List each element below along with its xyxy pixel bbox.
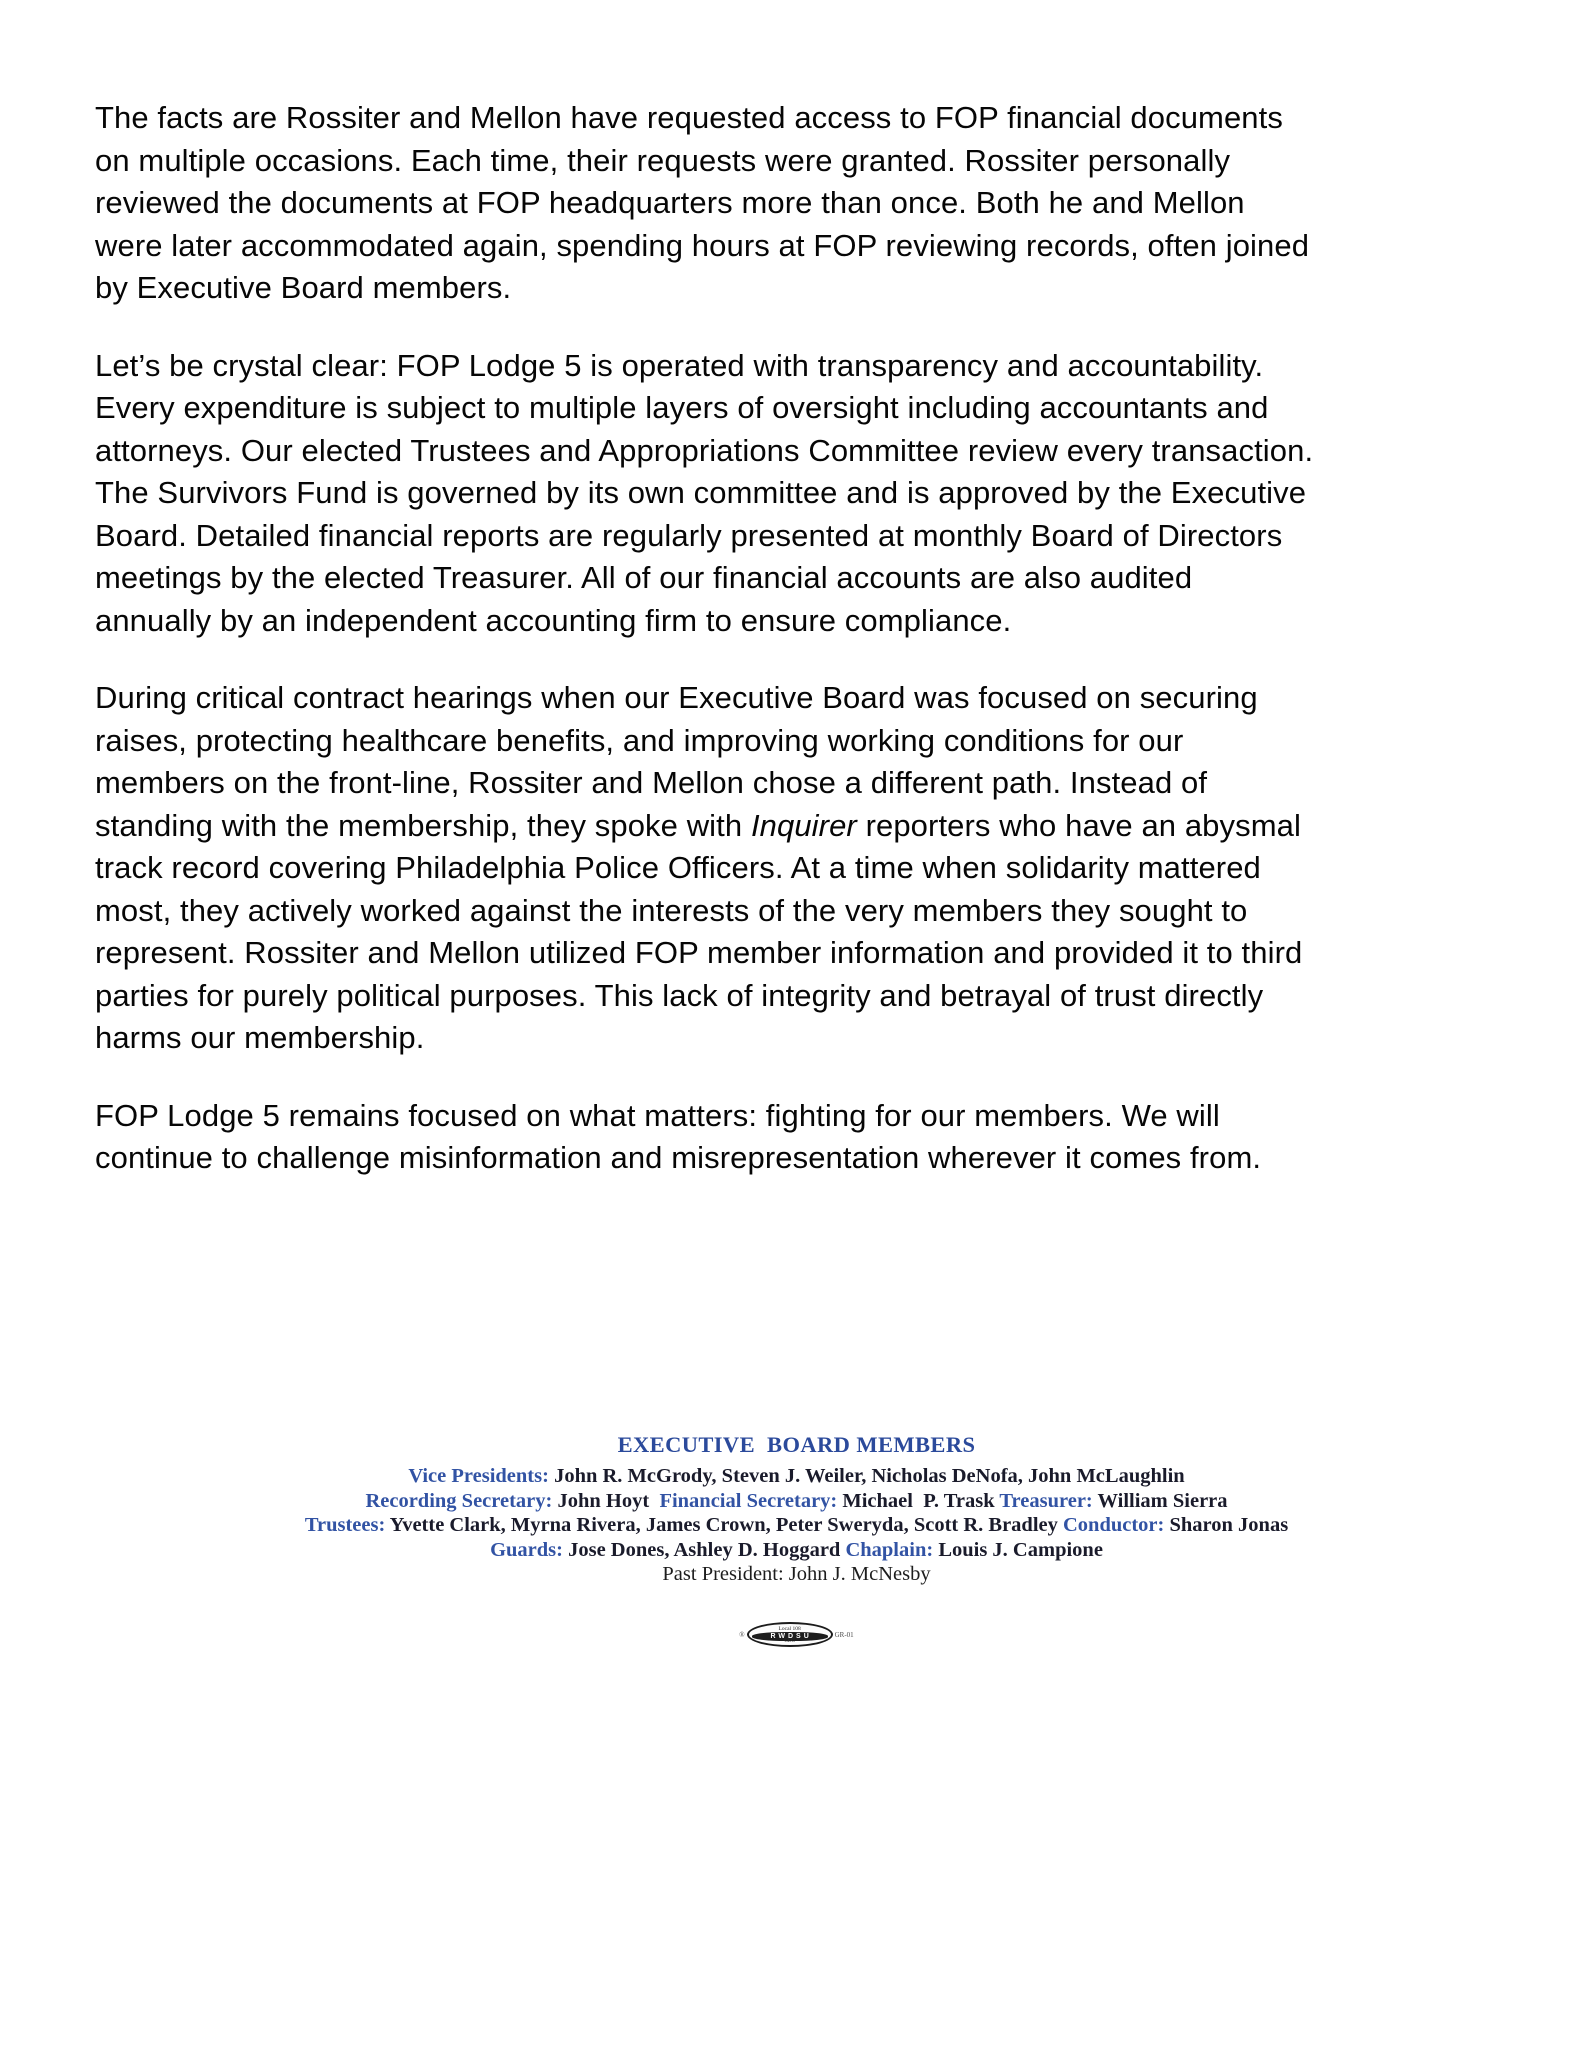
text-segment: FOP Lodge 5 remains focused on what matters: fighting for our members. We will <box>95 1097 1220 1133</box>
board-role-label: Conductor: <box>1063 1514 1165 1537</box>
text-segment: continue to challenge misinformation and misrepresentation wherever it comes from. <box>95 1140 1262 1175</box>
text-segment: The Survivors Fund is governed by its own committee and is approved by the Executive <box>95 475 1307 510</box>
text-segment: Every expenditure is subject to multiple layers of oversight including accountants and <box>95 390 1269 425</box>
text-line <box>95 600 1545 643</box>
text-line <box>95 472 1545 515</box>
text-segment: Let’s be crystal clear: FOP Lodge 5 is operated with transparency and accountability. <box>95 347 1264 383</box>
executive-board-heading: EXECUTIVE BOARD MEMBERS <box>617 1432 976 1457</box>
text-line <box>95 1017 1545 1060</box>
text-segment: meetings by the elected Treasurer. All of our financial accounts are also audited <box>95 560 1193 595</box>
text-line <box>95 267 1545 310</box>
text-segment: The facts are Rossiter and Mellon have requested access to FOP financial documents <box>95 100 1283 135</box>
text-segment: attorneys. Our elected Trustees and Appropriations Committee review every transaction. <box>95 432 1314 468</box>
board-member-names: Michael P. Trask <box>837 1489 1000 1512</box>
board-member-names: Yvette Clark, Myrna Rivera, James Crown, Peter Sweryda, Scott R. Bradley <box>385 1514 1063 1537</box>
union-bug-left-text: ® <box>739 1630 745 1639</box>
text-line <box>95 97 1545 140</box>
board-line <box>0 1562 1593 1587</box>
text-line <box>95 762 1545 805</box>
text-line <box>95 1137 1545 1180</box>
text-segment: reporters who have an abysmal <box>856 807 1301 843</box>
text-line <box>95 677 1545 720</box>
board-member-names: Sharon Jonas <box>1164 1514 1289 1537</box>
text-segment: Board. Detailed financial reports are regularly presented at monthly Board of Directors <box>95 517 1283 553</box>
text-line <box>95 430 1545 473</box>
union-bug-right-text: GR-01 <box>834 1630 854 1639</box>
text-line <box>95 515 1545 558</box>
board-role-label: Trustees: <box>304 1514 386 1537</box>
text-line <box>95 140 1545 183</box>
text-line <box>95 975 1545 1018</box>
board-role-label: Recording Secretary: <box>365 1489 553 1512</box>
union-bug-top-text: Local 108 <box>778 1625 801 1632</box>
board-role-label: Vice Presidents: <box>408 1465 549 1487</box>
board-member-names: Past President: John J. McNesby <box>662 1563 931 1586</box>
text-line <box>95 182 1545 225</box>
text-line <box>95 932 1545 975</box>
paragraph-3 <box>95 677 1545 1060</box>
text-segment: were later accommodated again, spending hours at FOP reviewing records, often joined <box>95 227 1310 263</box>
text-line <box>95 805 1545 848</box>
text-segment: reviewed the documents at FOP headquarters more than once. Both he and Mellon <box>95 185 1245 220</box>
board-line <box>0 1464 1593 1489</box>
text-segment: During critical contract hearings when our Executive Board was focused on securing <box>95 680 1258 715</box>
text-segment: harms our membership. <box>95 1020 425 1055</box>
text-segment: by Executive Board members. <box>95 270 512 305</box>
text-segment: on multiple occasions. Each time, their requests were granted. Rossiter personally <box>95 142 1231 178</box>
letter-body <box>95 97 1545 1215</box>
board-line <box>0 1538 1593 1563</box>
text-segment: parties for purely political purposes. This lack of integrity and betrayal of trust directly <box>95 977 1264 1013</box>
board-role-label: Financial Secretary: <box>659 1489 838 1512</box>
text-line <box>95 890 1545 933</box>
text-line <box>95 387 1545 430</box>
italic-text-segment: Inquirer <box>750 807 857 843</box>
paragraph-1 <box>95 97 1545 310</box>
executive-board-section <box>0 1431 1593 1587</box>
text-line <box>95 557 1545 600</box>
board-member-names: John Hoyt <box>552 1489 660 1512</box>
text-line <box>95 1095 1545 1138</box>
board-member-names: William Sierra <box>1092 1489 1228 1512</box>
text-line <box>95 225 1545 268</box>
paragraph-4 <box>95 1095 1545 1180</box>
text-segment: most, they actively worked against the interests of the very members they sought to <box>95 892 1248 928</box>
board-role-label: Guards: <box>490 1538 563 1561</box>
union-bug-logo <box>0 1622 1593 1647</box>
executive-board-lines <box>0 1464 1593 1587</box>
union-bug-oval-icon <box>747 1622 833 1647</box>
text-segment: standing with the membership, they spoke with <box>95 807 751 843</box>
text-line <box>95 345 1545 388</box>
text-segment: track record covering Philadelphia Police Officers. At a time when solidarity mattered <box>95 850 1261 885</box>
board-line <box>0 1513 1593 1538</box>
union-bug-band-text: RWDSU <box>752 1632 828 1641</box>
board-member-names: John R. McGrody, Steven J. Weiler, Nicholas DeNofa, John McLaughlin <box>548 1465 1185 1487</box>
board-member-names: Jose Dones, Ashley D. Hoggard <box>562 1538 846 1561</box>
board-member-names: Louis J. Campione <box>933 1538 1103 1561</box>
text-line <box>95 847 1545 890</box>
board-role-label: Chaplain: <box>845 1538 934 1561</box>
board-line <box>0 1489 1593 1514</box>
text-segment: represent. Rossiter and Mellon utilized FOP member information and provided it to third <box>95 935 1303 970</box>
text-segment: members on the front-line, Rossiter and Mellon chose a different path. Instead of <box>95 765 1208 800</box>
union-bug-bottom-text: CLC <box>784 1638 795 1644</box>
text-line <box>95 720 1545 763</box>
text-segment: annually by an independent accounting firm to ensure compliance. <box>95 602 1012 638</box>
board-role-label: Treasurer: <box>999 1489 1093 1512</box>
paragraph-2 <box>95 345 1545 643</box>
text-segment: raises, protecting healthcare benefits, and improving working conditions for our <box>95 722 1184 758</box>
